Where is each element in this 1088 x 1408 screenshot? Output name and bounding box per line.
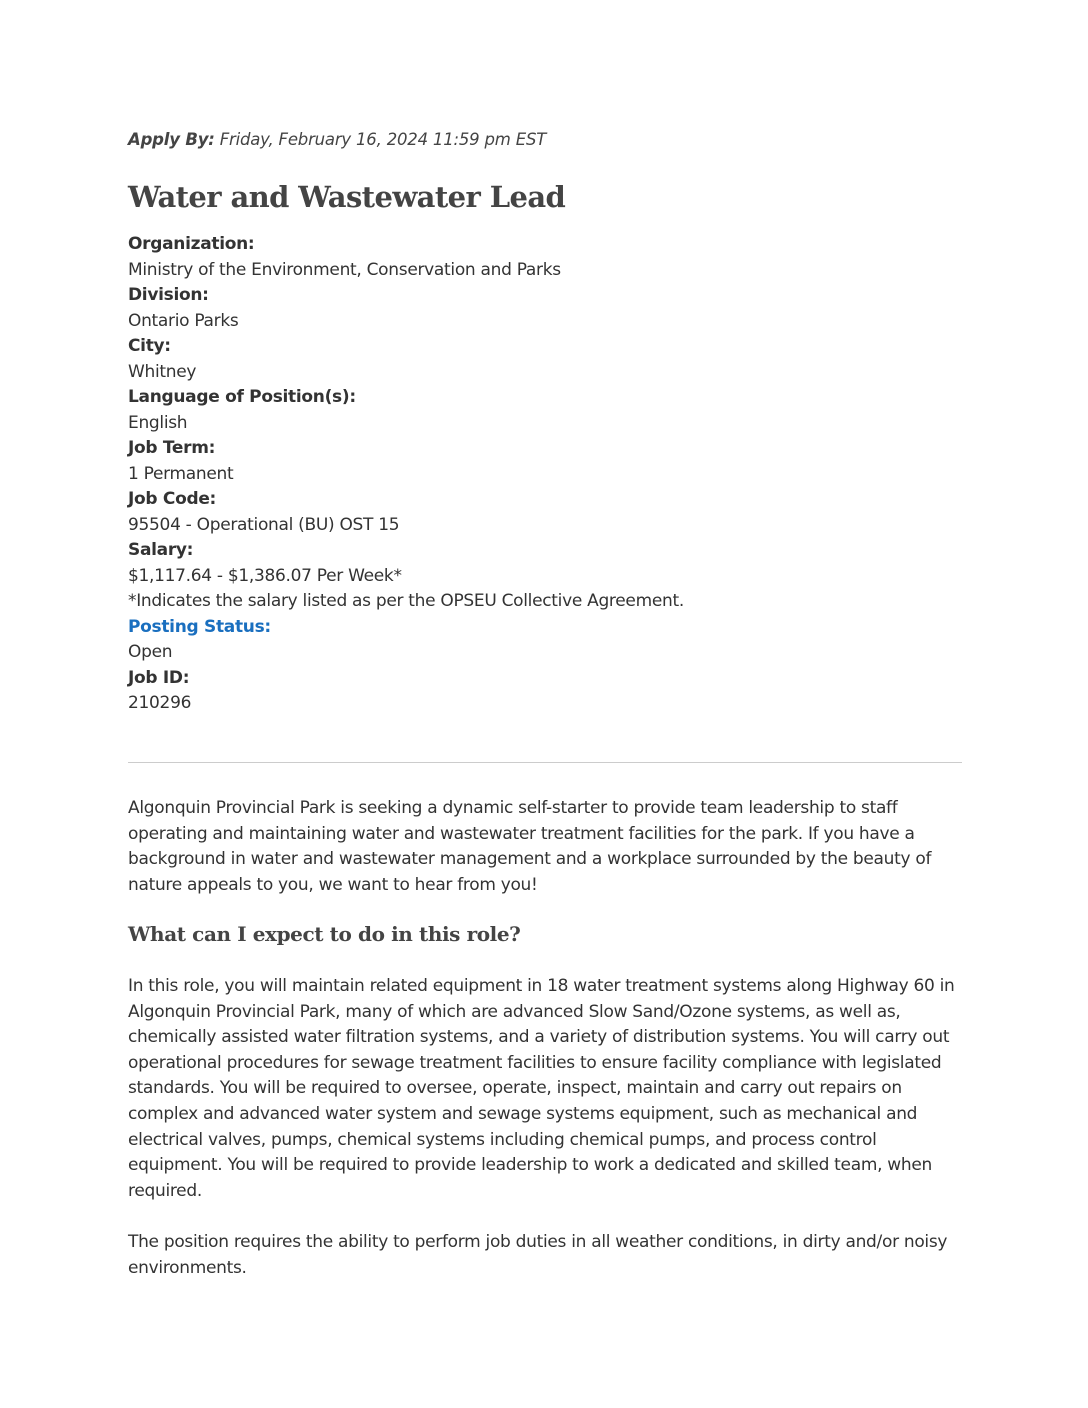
- apply-by-date: Friday, February 16, 2024 11:59 pm EST: [219, 130, 547, 149]
- city-value: Whitney: [128, 361, 197, 382]
- division-value: Ontario Parks: [128, 310, 239, 331]
- organization-value: Ministry of the Environment, Conservation and Parks: [128, 259, 561, 280]
- language-value: English: [128, 412, 188, 433]
- salary-label: Salary:: [128, 540, 194, 560]
- apply-by-line: [128, 130, 546, 149]
- apply-by-label: Apply By:: [128, 130, 215, 149]
- role-section-heading: What can I expect to do in this role?: [128, 922, 521, 946]
- job-term-value: 1 Permanent: [128, 463, 234, 484]
- job-term-label: Job Term:: [128, 438, 216, 458]
- job-title: Water and Wastewater Lead: [128, 180, 566, 214]
- salary-note: *Indicates the salary listed as per the OPSEU Collective Agreement.: [128, 591, 684, 611]
- division-label: Division:: [128, 285, 209, 305]
- posting-status-label: Posting Status:: [128, 616, 271, 637]
- salary-value: $1,117.64 - $1,386.07 Per Week*: [128, 565, 402, 586]
- job-details-list: [128, 232, 962, 717]
- organization-label: Organization:: [128, 234, 255, 254]
- working-conditions-paragraph: The position requires the ability to perform job duties in all weather conditions, in dirty and/or noisy environments.: [128, 1232, 948, 1278]
- intro-paragraph: Algonquin Provincial Park is seeking a dynamic self-starter to provide team leadership to staff operating and maintaining water and wastewater treatment facilities for the park. If you have a background in water and wastewater management and a workplace surrounded by the beauty of nature appeals to you, we want to hear from you!: [128, 798, 932, 895]
- role-description-paragraph: In this role, you will maintain related equipment in 18 water treatment systems along Highway 60 in Algonquin Provincial Park, many of which are advanced Slow Sand/Ozone systems, as well as, chemically assisted water filtration systems, and a variety of distribution systems. You will carry out operational procedures for sewage treatment facilities to ensure facility compliance with legislated standards. You will be required to oversee, operate, inspect, maintain and carry out repairs on complex and advanced water system and sewage systems equipment, such as mechanical and electrical valves, pumps, chemical systems including chemical pumps, and process control equipment. You will be required to provide leadership to work a dedicated and skilled team, when required.: [128, 976, 955, 1201]
- job-code-value: 95504 - Operational (BU) OST 15: [128, 514, 400, 535]
- job-code-label: Job Code:: [128, 489, 217, 509]
- job-id-label: Job ID:: [128, 667, 190, 688]
- posting-status-value: Open: [128, 642, 173, 662]
- language-label: Language of Position(s):: [128, 387, 356, 407]
- city-label: City:: [128, 336, 171, 356]
- job-id-value: 210296: [128, 693, 192, 713]
- section-divider: [128, 762, 962, 763]
